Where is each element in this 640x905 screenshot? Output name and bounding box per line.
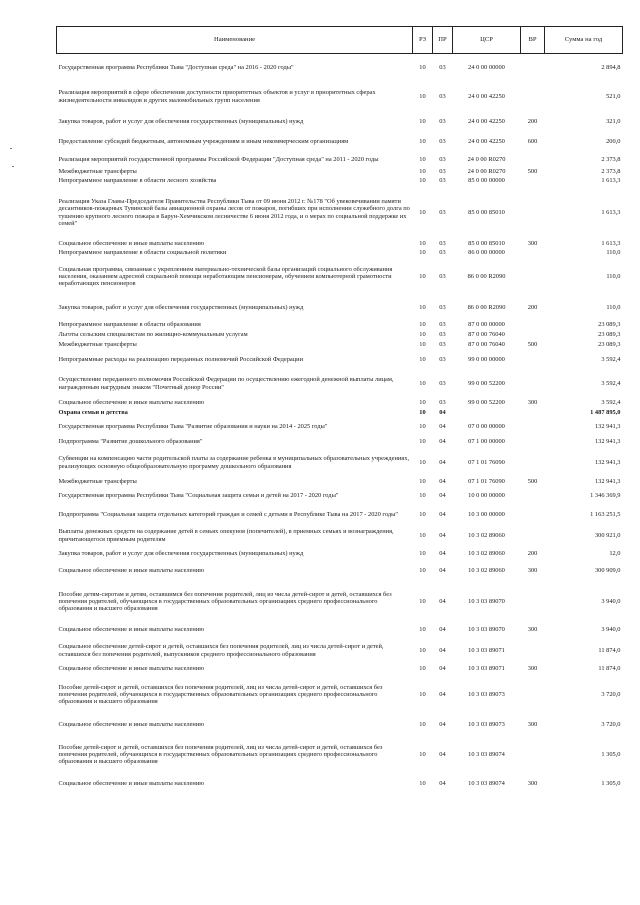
row-csr: 10 3 02 89060 (468, 549, 505, 557)
table-row (57, 776, 623, 792)
row-pr: 04 (439, 690, 446, 698)
row-sum: 3 592,4 (601, 355, 621, 363)
row-csr: 87 0 00 76040 (468, 330, 505, 338)
row-vr: 500 (527, 340, 538, 348)
row-vr: 300 (527, 625, 538, 633)
row-csr: 85 0 00 85010 (468, 240, 505, 248)
row-vr: 500 (527, 168, 538, 176)
row-pr: 04 (439, 549, 446, 557)
row-rz: 10 (419, 510, 426, 518)
row-pr: 04 (439, 566, 446, 574)
header-sum: Сумма на год (545, 27, 623, 54)
row-name: Пособие детям-сиротам и детям, оставшимся без попечения родителей, лиц из числа детей-сирот и детей, оставшихся без попечения родителей, обучающихся в государственных образовательных организациях среднего профессионального образования и высшего образования (58, 590, 392, 613)
row-csr: 99 0 00 00000 (468, 355, 505, 363)
row-name: Непрограммное направление в области образования (58, 320, 201, 328)
table-row (57, 734, 623, 776)
header-vr: ВР (521, 27, 545, 54)
row-pr: 04 (439, 625, 446, 633)
row-rz: 10 (419, 779, 426, 787)
row-sum: 132 941,3 (594, 478, 621, 486)
row-csr: 24 0 00 R0270 (467, 168, 506, 176)
table-header-row (57, 27, 623, 54)
row-vr (521, 506, 545, 524)
row-sum: 2 373,8 (601, 168, 621, 176)
header-pr: ПР (433, 27, 453, 54)
row-vr: 200 (527, 303, 538, 311)
row-name: Социальное обеспечение детей-сирот и детей, оставшихся без попечения родителей, лиц из числа детей-сирот и детей, оставшихся без попечения родителей, выпускников среднего профессионального образования (58, 643, 384, 658)
row-vr (521, 674, 545, 716)
row-name: Осуществление переданного полномочия Российской Федерации по осуществлению ежегодной денежной выплаты лицам, награжденным нагрудным знаком "Почетный донор России" (58, 376, 394, 391)
row-rz: 10 (419, 625, 426, 633)
row-pr: 03 (439, 398, 446, 406)
table-body (57, 54, 623, 792)
row-rz: 10 (419, 155, 426, 163)
row-pr: 03 (439, 320, 446, 328)
row-vr: 300 (527, 398, 538, 406)
row-name: Реализация мероприятий государственной программы Российской Федерации "Доступная среда" на 2011 - 2020 годы (58, 155, 379, 163)
row-pr: 03 (439, 208, 446, 216)
row-pr: 03 (439, 137, 446, 145)
header-rz: РЗ (413, 27, 433, 54)
row-pr: 03 (439, 155, 446, 163)
row-vr: 300 (527, 664, 538, 672)
row-rz: 10 (419, 720, 426, 728)
row-vr: 300 (527, 720, 538, 728)
row-sum: 1 346 369,9 (590, 492, 621, 500)
row-rz: 10 (419, 750, 426, 758)
row-sum: 2 894,8 (601, 64, 621, 72)
row-pr: 04 (439, 531, 446, 539)
row-sum: 23 089,3 (598, 320, 621, 328)
row-rz: 10 (419, 168, 426, 176)
row-name: Социальное обеспечение и иные выплаты населению (58, 720, 205, 728)
row-sum: 321,0 (606, 117, 621, 125)
row-name: Льготы сельским специалистам по жилищно-коммунальным услугам (58, 330, 248, 338)
row-csr: 07 1 01 76090 (468, 458, 505, 466)
row-rz: 10 (419, 117, 426, 125)
row-name: Государственная программа Республики Тыва "Развитие образования и науки на 2014 - 2025 годы" (58, 422, 328, 430)
table-row (57, 186, 623, 240)
row-vr (521, 524, 545, 548)
row-csr: 10 3 03 89070 (468, 625, 505, 633)
row-vr (521, 330, 545, 340)
row-sum: 300 921,0 (594, 531, 621, 539)
row-rz: 10 (419, 249, 426, 257)
row-csr: 86 0 00 R2090 (467, 303, 506, 311)
row-name: Государственная программа Республики Тыва "Доступная среда" на 2016 - 2020 годы" (58, 64, 294, 72)
row-rz: 10 (419, 549, 426, 557)
row-sum: 521,0 (606, 92, 621, 100)
row-pr: 04 (439, 422, 446, 430)
row-pr: 03 (439, 249, 446, 257)
table-row (57, 54, 623, 82)
row-vr: 200 (527, 549, 538, 557)
row-name: Социальное обеспечение и иные выплаты населению (58, 664, 205, 672)
table-row (57, 82, 623, 112)
row-rz: 10 (419, 398, 426, 406)
table-row (57, 418, 623, 436)
row-sum: 110,0 (606, 303, 621, 311)
table-row (57, 370, 623, 398)
row-name: Межбюджетные трансферты (58, 168, 137, 176)
table-row (57, 548, 623, 560)
row-sum: 3 940,0 (601, 597, 621, 605)
row-pr: 04 (439, 408, 446, 416)
row-pr: 03 (439, 272, 446, 280)
row-name: Реализация мероприятий в сфере обеспечения доступности приоритетных объектов и услуг в приоритетных сферах жизнедеятельности инвалидов и других маломобильных групп населения (58, 89, 376, 104)
row-vr (521, 54, 545, 82)
row-name: Реализация Указа Главы-Председателя Правительства Республики Тыва от 09 июня 2012 г. №178 "Об увековечивании памяти десантников-пожарных Тувинской базы авиационной охраны лесов от пожаров, погибших при исполнении служебного долга по тушению крупного лесного пожара в Барун-Хемчикском лесничестве 6 июня 2012 года, и о мерах по социальной поддержке их семей" (58, 198, 410, 227)
row-vr (521, 487, 545, 506)
scan-speck (10, 148, 12, 149)
row-rz: 10 (419, 320, 426, 328)
row-sum: 23 089,3 (598, 330, 621, 338)
row-csr: 10 3 03 89073 (468, 690, 505, 698)
row-name: Закупка товаров, работ и услуг для обеспечения государственных (муниципальных) нужд (58, 303, 304, 311)
row-csr: 07 1 00 00000 (468, 437, 505, 445)
row-vr (521, 436, 545, 448)
row-pr: 03 (439, 168, 446, 176)
row-csr: 24 0 00 42250 (468, 137, 505, 145)
row-csr: 10 0 00 00000 (468, 492, 505, 500)
row-sum: 1 487 895,0 (590, 408, 621, 416)
row-rz: 10 (419, 340, 426, 348)
row-sum: 12,0 (609, 549, 621, 557)
row-csr: 24 0 00 00000 (468, 64, 505, 72)
row-rz: 10 (419, 492, 426, 500)
row-sum: 132 941,3 (594, 437, 621, 445)
row-sum: 1 613,3 (601, 208, 621, 216)
row-name: Социальное обеспечение и иные выплаты населению (58, 566, 205, 574)
row-name: Социальное обеспечение и иные выплаты населению (58, 398, 205, 406)
row-sum: 1 613,3 (601, 240, 621, 248)
row-pr: 04 (439, 458, 446, 466)
table-row (57, 560, 623, 582)
table-row (57, 487, 623, 506)
row-rz: 10 (419, 64, 426, 72)
table-row (57, 177, 623, 186)
row-sum: 132 941,3 (594, 458, 621, 466)
header-name: Наименование (57, 27, 413, 54)
table-row (57, 506, 623, 524)
row-rz: 10 (419, 272, 426, 280)
row-vr (521, 177, 545, 186)
row-rz: 10 (419, 177, 426, 185)
row-sum: 3 720,0 (601, 720, 621, 728)
table-row (57, 638, 623, 664)
table-row (57, 664, 623, 674)
row-rz: 10 (419, 690, 426, 698)
table-row (57, 398, 623, 408)
row-sum: 110,0 (606, 249, 621, 257)
table-row (57, 582, 623, 622)
row-name: Охрана семьи и детства (58, 408, 128, 416)
row-pr: 04 (439, 646, 446, 654)
row-vr: 500 (527, 478, 538, 486)
table-row (57, 524, 623, 548)
budget-table (56, 26, 623, 792)
row-csr: 99 0 00 52200 (468, 398, 505, 406)
row-pr: 04 (439, 437, 446, 445)
row-name: Непрограммные расходы на реализацию переданных полномочий Российской Федерации (58, 355, 304, 363)
row-pr: 04 (439, 750, 446, 758)
row-pr: 03 (439, 340, 446, 348)
row-name: Межбюджетные трансферты (58, 478, 137, 486)
row-rz: 10 (419, 137, 426, 145)
row-csr: 99 0 00 52200 (468, 379, 505, 387)
row-sum: 1 305,0 (601, 779, 621, 787)
row-csr: 10 3 03 89074 (468, 750, 505, 758)
row-pr: 04 (439, 720, 446, 728)
row-rz: 10 (419, 208, 426, 216)
row-csr: 86 0 00 R2090 (467, 272, 506, 280)
row-sum: 3 592,4 (601, 379, 621, 387)
header-csr: ЦСР (453, 27, 521, 54)
row-vr (521, 186, 545, 240)
table-row (57, 296, 623, 320)
row-name: Субвенции на компенсацию части родительской платы за содержание ребенка в муниципальных образовательных учреждениях, реализующих основную общеобразовательную программу дошкольного образования (58, 455, 410, 470)
table-row (57, 350, 623, 370)
table-row (57, 716, 623, 734)
row-vr: 300 (527, 240, 538, 248)
row-pr: 03 (439, 355, 446, 363)
row-rz: 10 (419, 92, 426, 100)
scan-speck (12, 166, 14, 167)
row-sum: 110,0 (606, 272, 621, 280)
row-csr: 10 3 02 89060 (468, 531, 505, 539)
row-csr: 07 0 00 00000 (468, 422, 505, 430)
row-vr (521, 82, 545, 112)
row-pr: 04 (439, 510, 446, 518)
row-pr: 03 (439, 330, 446, 338)
row-name: Закупка товаров, работ и услуг для обеспечения государственных (муниципальных) нужд (58, 117, 304, 125)
row-pr: 03 (439, 303, 446, 311)
row-sum: 2 373,8 (601, 155, 621, 163)
row-rz: 10 (419, 664, 426, 672)
row-rz: 10 (419, 330, 426, 338)
row-vr: 300 (527, 779, 538, 787)
table-row (57, 408, 623, 418)
row-vr: 600 (527, 137, 538, 145)
row-sum: 1 613,3 (601, 177, 621, 185)
row-sum: 132 941,3 (594, 422, 621, 430)
row-rz: 10 (419, 408, 426, 416)
row-csr: 10 3 03 89074 (468, 779, 505, 787)
row-csr: 86 0 00 00000 (468, 249, 505, 257)
row-csr: 24 0 00 42250 (468, 92, 505, 100)
table-row (57, 320, 623, 330)
row-csr: 85 0 00 85010 (468, 208, 505, 216)
row-vr (521, 152, 545, 168)
table-row (57, 152, 623, 168)
row-pr: 03 (439, 379, 446, 387)
row-rz: 10 (419, 646, 426, 654)
row-sum: 3 940,0 (601, 625, 621, 633)
table-row (57, 249, 623, 258)
row-csr: 24 0 00 R0270 (467, 155, 506, 163)
row-vr (521, 408, 545, 418)
row-sum: 200,0 (606, 137, 621, 145)
row-pr: 04 (439, 492, 446, 500)
row-rz: 10 (419, 422, 426, 430)
row-vr (521, 249, 545, 258)
row-rz: 10 (419, 566, 426, 574)
row-sum: 23 089,3 (598, 340, 621, 348)
row-pr: 04 (439, 779, 446, 787)
row-rz: 10 (419, 240, 426, 248)
table-row (57, 622, 623, 638)
row-sum: 3 592,4 (601, 398, 621, 406)
row-csr: 10 3 03 89071 (468, 664, 505, 672)
row-vr: 300 (527, 566, 538, 574)
row-rz: 10 (419, 303, 426, 311)
row-csr: 87 0 00 76040 (468, 340, 505, 348)
row-name: Подпрограмма "Социальная защита отдельных категорий граждан и семей с детьми в Республике Тыва на 2017 - 2020 годы" (58, 510, 399, 518)
row-csr: 10 3 00 00000 (468, 510, 505, 518)
row-name: Социальная программа, связанная с укреплением материально-технической базы организаций социального обслуживания населения, оказанием адресной социальной помощи неработающим пенсионерам, обучением компьютерной грамотности неработающих пенсионеров (58, 265, 393, 288)
row-pr: 04 (439, 597, 446, 605)
table-row (57, 478, 623, 487)
row-sum: 300 909,0 (594, 566, 621, 574)
row-name: Закупка товаров, работ и услуг для обеспечения государственных (муниципальных) нужд (58, 549, 304, 557)
row-pr: 03 (439, 177, 446, 185)
row-vr (521, 448, 545, 478)
row-csr: 10 3 03 89073 (468, 720, 505, 728)
row-vr: 200 (527, 117, 538, 125)
row-pr: 03 (439, 240, 446, 248)
row-pr: 03 (439, 64, 446, 72)
row-rz: 10 (419, 355, 426, 363)
table-row (57, 132, 623, 152)
row-vr (521, 734, 545, 776)
table-row (57, 436, 623, 448)
row-sum: 3 720,0 (601, 690, 621, 698)
row-sum: 11 874,0 (598, 664, 621, 672)
row-name: Предоставление субсидий бюджетным, автономным учреждениям и иным некоммерческим организациям (58, 137, 349, 145)
row-rz: 10 (419, 478, 426, 486)
table-row (57, 340, 623, 350)
table-row (57, 448, 623, 478)
row-vr (521, 582, 545, 622)
row-csr: 10 3 02 89060 (468, 566, 505, 574)
row-pr: 04 (439, 478, 446, 486)
table-row (57, 168, 623, 177)
row-sum: 1 163 251,5 (590, 510, 621, 518)
row-name: Социальное обеспечение и иные выплаты населению (58, 240, 205, 248)
row-name: Выплаты денежных средств на содержание детей в семьях опекунов (попечителей), в приемных семьях и вознаграждения, причитающегося приемным родителям (58, 528, 394, 543)
row-pr: 03 (439, 92, 446, 100)
table-row (57, 674, 623, 716)
row-vr (521, 370, 545, 398)
row-vr (521, 638, 545, 664)
row-csr: 10 3 03 89071 (468, 646, 505, 654)
table-row (57, 330, 623, 340)
row-name: Государственная программа Республики Тыва "Социальная защита семьи и детей на 2017 - 2020 годы" (58, 492, 339, 500)
table-row (57, 240, 623, 249)
row-csr: 24 0 00 42250 (468, 117, 505, 125)
table-row (57, 258, 623, 296)
row-sum: 1 305,0 (601, 750, 621, 758)
row-vr (521, 350, 545, 370)
row-rz: 10 (419, 437, 426, 445)
row-name: Социальное обеспечение и иные выплаты населению (58, 625, 205, 633)
row-name: Непрограммное направление в области лесного хозяйства (58, 177, 217, 185)
row-name: Непрограммное направление в области социальной политики (58, 249, 227, 257)
row-csr: 87 0 00 00000 (468, 320, 505, 328)
row-vr (521, 418, 545, 436)
row-csr: 10 3 03 89070 (468, 597, 505, 605)
row-name: Пособие детей-сирот и детей, оставшихся без попечения родителей, лиц из числа детей-сирот и детей, оставшихся без попечения родителей, обучающихся в государственных образовательных организациях среднего профессионального образования и высшего образования (58, 683, 383, 706)
row-csr: 07 1 01 76090 (468, 478, 505, 486)
row-rz: 10 (419, 458, 426, 466)
row-name: Межбюджетные трансферты (58, 340, 137, 348)
row-sum: 11 874,0 (598, 646, 621, 654)
row-name: Пособие детей-сирот и детей, оставшихся без попечения родителей, лиц из числа детей-сирот и детей, оставшихся без попечения родителей, обучающихся в государственных образовательных организациях среднего профессионального образования и высшего образования (58, 743, 383, 766)
row-vr (521, 258, 545, 296)
table-row (57, 112, 623, 132)
row-vr (521, 320, 545, 330)
row-pr: 03 (439, 117, 446, 125)
row-rz: 10 (419, 531, 426, 539)
row-name: Социальное обеспечение и иные выплаты населению (58, 779, 205, 787)
row-csr (453, 408, 521, 418)
row-name: Подпрограмма "Развитие дошкольного образования" (58, 437, 203, 445)
row-pr: 04 (439, 664, 446, 672)
row-rz: 10 (419, 597, 426, 605)
row-csr: 85 0 00 00000 (468, 177, 505, 185)
row-rz: 10 (419, 379, 426, 387)
